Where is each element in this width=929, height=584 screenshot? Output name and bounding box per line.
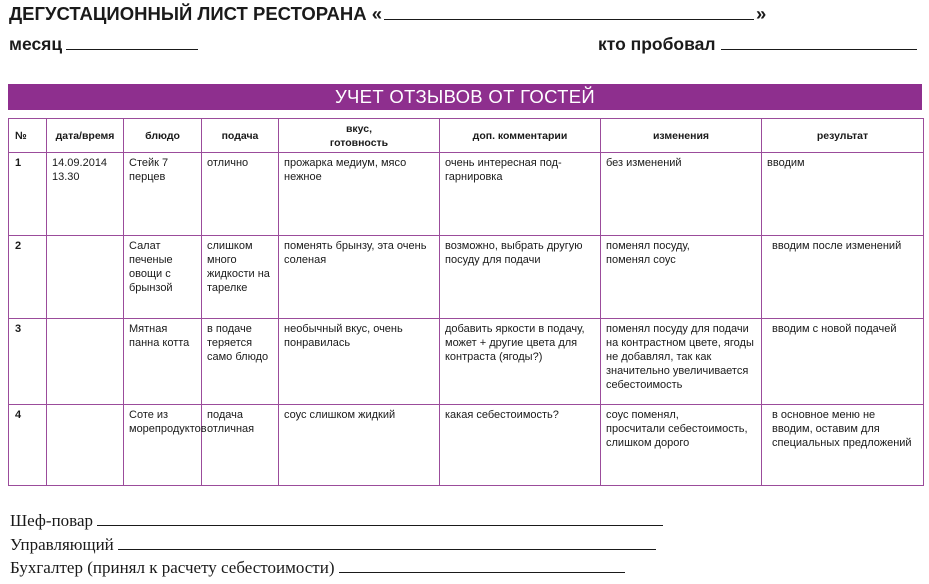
col-header-comments: доп. комментарии xyxy=(440,119,601,153)
cell-taste[interactable]: соус слишком жидкий xyxy=(279,405,440,486)
cell-number: 1 xyxy=(9,153,47,236)
cell-number: 3 xyxy=(9,319,47,405)
cell-taste[interactable]: поменять брынзу, эта очень соленая xyxy=(279,236,440,319)
col-header-datetime: дата/время xyxy=(47,119,124,153)
cell-taste[interactable]: необычный вкус, очень понравилась xyxy=(279,319,440,405)
table-row xyxy=(9,236,924,319)
cell-number: 2 xyxy=(9,236,47,319)
col-header-dish: блюдо xyxy=(124,119,202,153)
cell-comments[interactable]: добавить яркости в подачу, может + другие цвета для контраста (ягоды?) xyxy=(440,319,601,405)
taster-label: кто пробовал xyxy=(598,34,716,54)
cell-serving[interactable]: слишком много жидкости на тарелке xyxy=(202,236,279,319)
cell-result[interactable]: вводим с новой подачей xyxy=(762,319,924,405)
cell-changes[interactable]: соус поменял, просчитали себестоимость, слишком дорого xyxy=(601,405,762,486)
cell-serving[interactable]: отлично xyxy=(202,153,279,236)
col-header-result: результат xyxy=(762,119,924,153)
taster-field[interactable] xyxy=(721,35,917,50)
col-header-taste: вкус, готовность xyxy=(279,119,440,153)
cell-result[interactable]: вводим после изменений xyxy=(762,236,924,319)
cell-changes[interactable]: без изменений xyxy=(601,153,762,236)
table-row xyxy=(9,405,924,486)
month-field[interactable] xyxy=(66,35,198,50)
col-header-serving: подача xyxy=(202,119,279,153)
cell-comments[interactable]: очень интересная под- гарнировка xyxy=(440,153,601,236)
restaurant-name-field[interactable] xyxy=(384,3,754,20)
cell-changes[interactable]: поменял посуду для подачи на контрастном цвете, ягоды не добавлял, так как значительно увеличивается себестоимость xyxy=(601,319,762,405)
signature-chef-line[interactable] xyxy=(97,512,663,526)
cell-dish[interactable]: Салат печеные овощи с брынзой xyxy=(124,236,202,319)
cell-dish[interactable]: Стейк 7 перцев xyxy=(124,153,202,236)
signature-manager xyxy=(10,535,656,555)
sheet-title-close: » xyxy=(756,3,767,24)
cell-result[interactable]: вводим xyxy=(762,153,924,236)
cell-comments[interactable]: возможно, выбрать другую посуду для подачи xyxy=(440,236,601,319)
cell-result[interactable]: в основное меню не вводим, оставим для специальных предложений xyxy=(762,405,924,486)
cell-dish[interactable]: Мятная панна котта xyxy=(124,319,202,405)
cell-datetime[interactable] xyxy=(47,405,124,486)
signature-accountant xyxy=(10,558,625,578)
signature-accountant-line[interactable] xyxy=(339,559,625,573)
signature-accountant-label: Бухгалтер (принял к расчету себестоимости) xyxy=(10,558,335,577)
cell-datetime[interactable]: 14.09.2014 13.30 xyxy=(47,153,124,236)
month-row xyxy=(9,34,198,55)
section-banner: УЧЕТ ОТЗЫВОВ ОТ ГОСТЕЙ xyxy=(8,84,922,110)
cell-comments[interactable]: какая себестоимость? xyxy=(440,405,601,486)
cell-number: 4 xyxy=(9,405,47,486)
sheet-title-text: ДЕГУСТАЦИОННЫЙ ЛИСТ РЕСТОРАНА « xyxy=(9,3,383,24)
cell-dish[interactable]: Соте из морепродуктов xyxy=(124,405,202,486)
col-header-number: № xyxy=(9,119,47,153)
table-row xyxy=(9,153,924,236)
cell-serving[interactable]: в подаче теряется само блюдо xyxy=(202,319,279,405)
signature-chef xyxy=(10,511,663,531)
taster-row xyxy=(598,34,917,55)
month-label: месяц xyxy=(9,34,63,54)
table-header-row xyxy=(9,119,924,153)
signature-manager-label: Управляющий xyxy=(10,535,114,554)
cell-taste[interactable]: прожарка медиум, мясо нежное xyxy=(279,153,440,236)
cell-changes[interactable]: поменял посуду, поменял соус xyxy=(601,236,762,319)
col-header-changes: изменения xyxy=(601,119,762,153)
signature-manager-line[interactable] xyxy=(118,536,656,550)
signature-chef-label: Шеф-повар xyxy=(10,511,94,530)
cell-serving[interactable]: подача отличная xyxy=(202,405,279,486)
table-row xyxy=(9,319,924,405)
feedback-table xyxy=(8,118,924,486)
sheet-title xyxy=(9,3,766,25)
cell-datetime[interactable] xyxy=(47,319,124,405)
cell-datetime[interactable] xyxy=(47,236,124,319)
